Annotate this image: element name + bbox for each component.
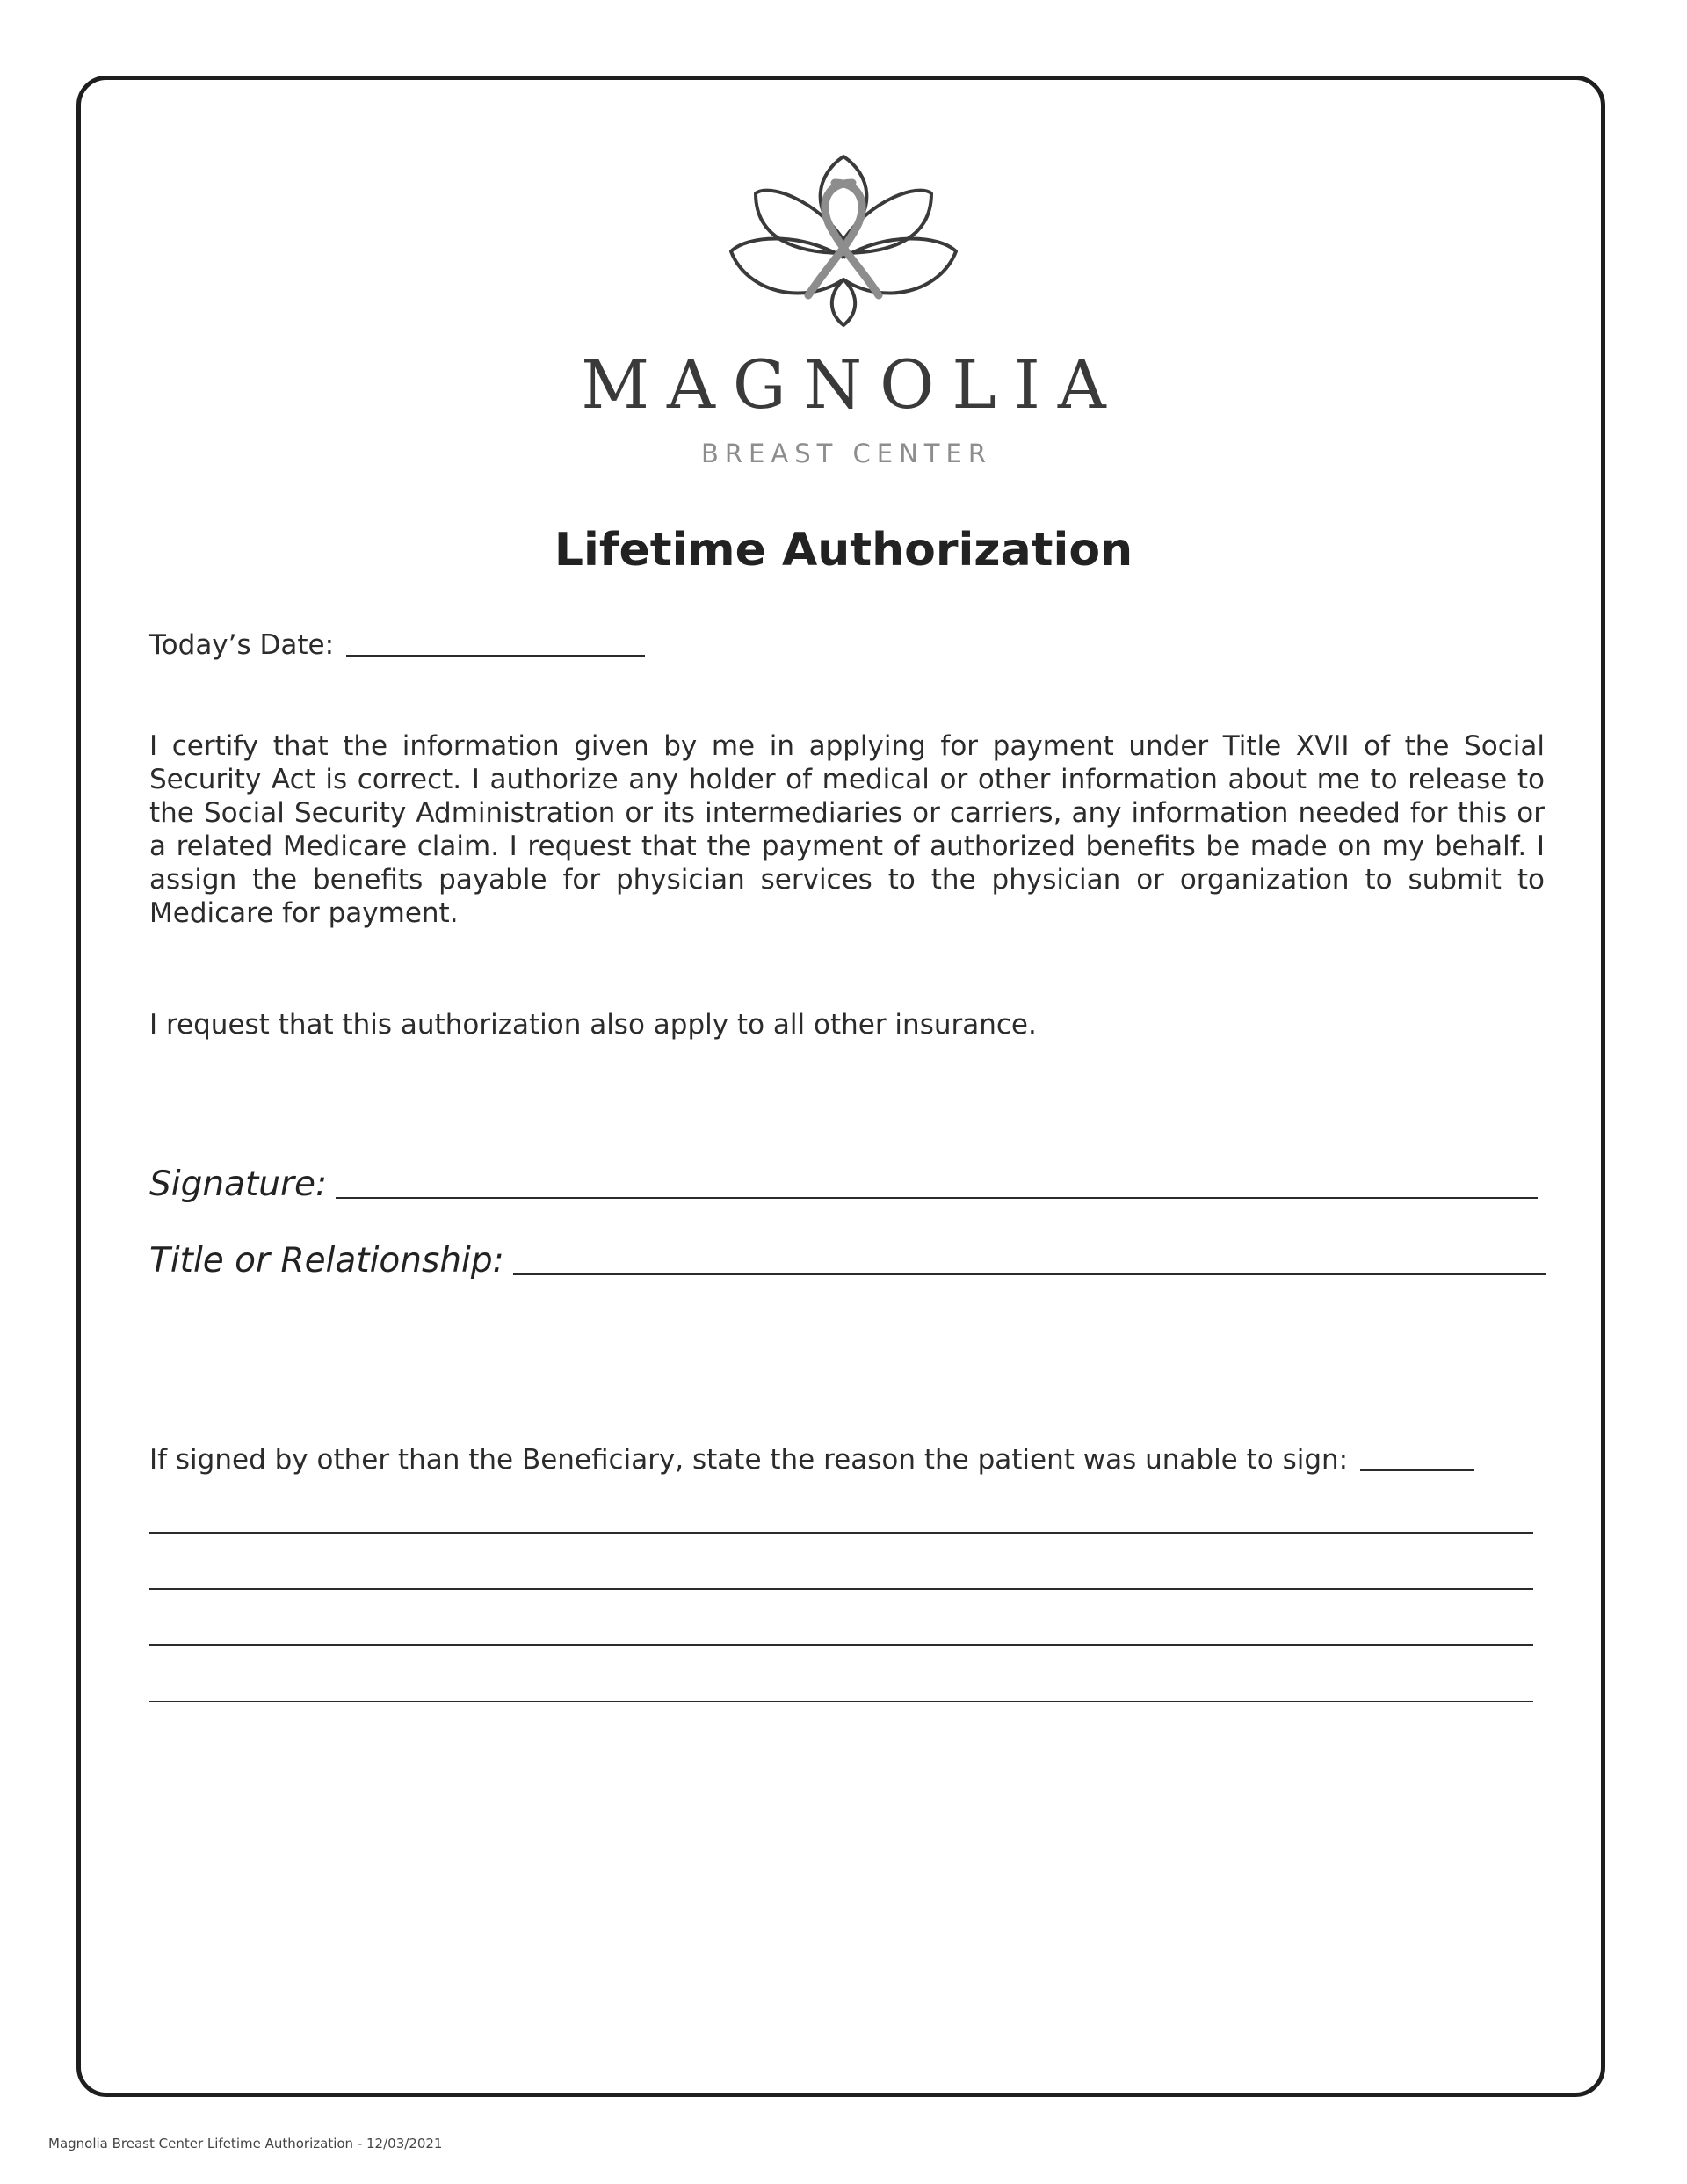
page-title: Lifetime Authorization: [554, 524, 1133, 577]
date-label: Today’s Date:: [149, 629, 335, 661]
other-insurance-text: I request that this authorization also apply to all other insurance.: [149, 1009, 1037, 1041]
reason-label: If signed by other than the Beneficiary, state the reason the patient was unable to sign:: [149, 1444, 1349, 1476]
relationship-row: [149, 1241, 1546, 1282]
date-input-line[interactable]: [346, 655, 645, 657]
reason-blank-line[interactable]: [149, 1532, 1533, 1534]
relationship-input-line[interactable]: [513, 1273, 1546, 1275]
brand-subtitle: BREAST CENTER: [700, 439, 992, 468]
relationship-label: Title or Relationship:: [149, 1241, 504, 1281]
certification-paragraph: I certify that the information given by me in applying for payment under Title XVII of the Social Security Act is correct. I authorize any holder of medical or other information about me to release to the Social Security Administration or its intermediaries or carriers, any information needed for this or a related Medicare claim. I request that the payment of authorized benefits be made on my behalf. I assign the benefits payable for physician services to the physician or organization to submit to Medicare for payment.: [149, 730, 1545, 929]
signature-row: [149, 1165, 1538, 1206]
reason-row: [149, 1444, 1474, 1477]
reason-blank-line[interactable]: [149, 1701, 1533, 1702]
reason-blank-line[interactable]: [149, 1588, 1533, 1590]
footer-text: Magnolia Breast Center Lifetime Authorization - 12/03/2021: [48, 2136, 443, 2151]
brand-name: MAGNOLIA: [581, 345, 1124, 424]
reason-input-line[interactable]: [1360, 1469, 1474, 1471]
signature-label: Signature:: [149, 1165, 328, 1204]
date-row: [149, 629, 645, 662]
signature-input-line[interactable]: [336, 1197, 1538, 1199]
reason-blank-line[interactable]: [149, 1644, 1533, 1646]
magnolia-ribbon-logo-icon: [720, 148, 967, 332]
